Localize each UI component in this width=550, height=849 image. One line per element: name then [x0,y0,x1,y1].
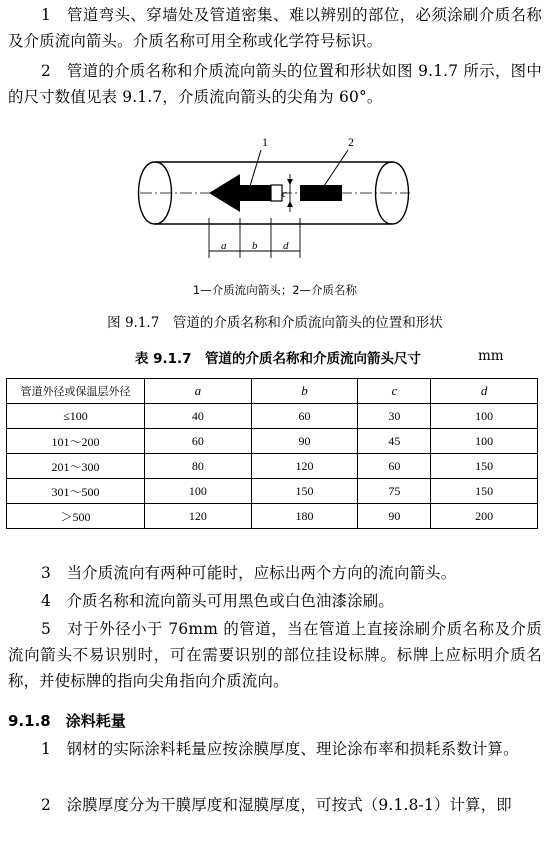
paragraph-2: 2 管道的介质名称和介质流向箭头的位置和形状如图 9.1.7 所示，图中的尺寸数值见表 9.1.7，介质流向箭头的尖角为 60°。 [8,62,542,106]
table-cell: ＞500 [7,504,145,529]
header-b: b [251,379,358,404]
paragraph-7: 2 涂膜厚度分为干膜厚度和湿膜厚度，可按式（9.1.8-1）计算，即 [41,796,512,814]
callout-1: 1 [262,135,268,149]
section-title: 涂料耗量 [65,712,126,730]
callout-2: 2 [348,135,354,149]
table-cell: 30 [358,404,431,429]
figure-legend: 1—介质流向箭头；2—介质名称 [192,283,358,297]
table-cell: 150 [431,479,538,504]
table-cell: 75 [358,479,431,504]
table-cell: 90 [251,429,358,454]
dim-a: a [221,240,227,252]
table-cell: 201～300 [7,454,145,479]
section-heading [8,710,126,731]
header-a: a [145,379,252,404]
table-cell: 200 [431,504,538,529]
table-cell: 45 [358,429,431,454]
table-cell: 100 [431,429,538,454]
table-cell: ≤100 [7,404,145,429]
dim-c: c [282,188,287,200]
table-caption: 表 9.1.7 管道的介质名称和介质流向箭头尺寸 [134,351,422,367]
dimension-table [6,378,538,529]
header-outer-diameter: 管道外径或保温层外径 [7,379,145,404]
table-cell: 60 [145,429,252,454]
table-cell: 180 [251,504,358,529]
table-cell: 40 [145,404,252,429]
table-cell: 90 [358,504,431,529]
table-cell: 150 [251,479,358,504]
table-row [7,454,538,479]
paragraph-6: 1 钢材的实际涂料耗量应按涂膜厚度、理论涂布率和损耗系数计算。 [41,740,519,758]
table-cell: 100 [145,479,252,504]
dim-b: b [252,240,258,252]
table-row [7,429,538,454]
medium-name-bar [300,185,342,201]
table-cell: 100 [431,404,538,429]
table-cell: 120 [251,454,358,479]
paragraph-4: 4 介质名称和流向箭头可用黑色或白色油漆涂刷。 [41,592,394,610]
header-c: c [358,379,431,404]
table-cell: 150 [431,454,538,479]
dim-d: d [283,240,289,252]
section-number: 9.1.8 [8,712,51,730]
table-row [7,504,538,529]
table-cell: 120 [145,504,252,529]
table-header-row [7,379,538,404]
arrow-tail-box [271,185,282,201]
table-cell: 60 [358,454,431,479]
table-row [7,404,538,429]
table-row [7,479,538,504]
header-d: d [431,379,538,404]
paragraph-3: 3 当介质流向有两种可能时，应标出两个方向的流向箭头。 [41,564,457,582]
table-cell: 60 [251,404,358,429]
table-cell: 101～200 [7,429,145,454]
table-cell: 301～500 [7,479,145,504]
table-cell: 80 [145,454,252,479]
flow-arrow [209,174,271,212]
table-unit: mm [478,348,504,364]
paragraph-5: 5 对于外径小于 76mm 的管道，当在管道上直接涂刷介质名称及介质流向箭头不易识别时，可在需要识别的部位挂设标牌。标牌上应标明介质名称，并使标牌的指向尖角指向介质流向。 [8,620,542,690]
paragraph-1: 1 管道弯头、穿墙处及管道密集、难以辨别的部位，必须涂刷介质名称及介质流向箭头。介质名称可用全称或化学符号标识。 [8,6,542,50]
figure-caption: 图 9.1.7 管道的介质名称和介质流向箭头的位置和形状 [107,315,443,331]
